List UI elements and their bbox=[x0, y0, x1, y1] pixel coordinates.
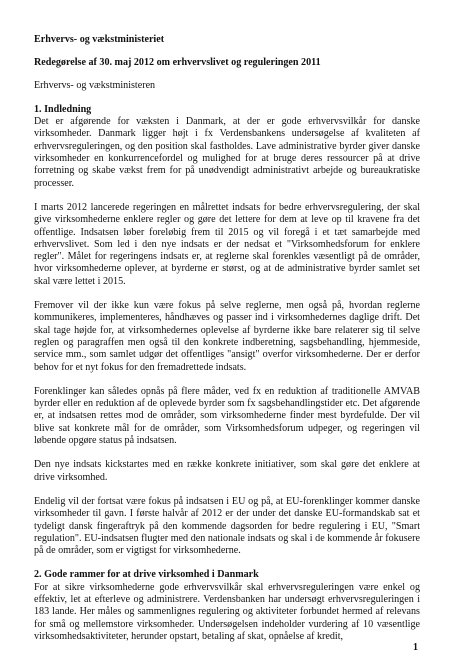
paragraph: Det er afgørende for væksten i Danmark, at der er gode erhvervsvilkår for danske virksomheder. Danmark ligger højt i fx Verdensbankens undersøgelse af kvaliteten af erhvervsreguleringen, og den position skal fastholdes. Lave administrative byrder giver danske virksomheder en konkurrencefordel og mulighed for at bruge deres ressourcer på at drive forretning og skabe vækst frem for på unødvendigt administrativt arbejde og bureaukratiske processer. bbox=[34, 116, 420, 189]
paragraph: I marts 2012 lancerede regeringen en målrettet indsats for bedre erhvervsregulering, der skal give virksomhederne enklere regler og gøre det lettere for dem at leve op til kravene fra det offentlige. Indsatsen løber foreløbig frem til 2015 og vil foregå i et tæt samarbejde med erhvervslivet. Som led i den nye indsats er der nedsat et "Virksomhedsforum for enklere regler". Målet for regeringens indsats er, at reglerne skal forenkles væsentligt på de områder, hvor virksomhederne oplever, at byrderne er størst, og at de administrative byrder samlet set skal være lettet i 2015. bbox=[34, 201, 420, 287]
section-heading-framework: 2. Gode rammer for at drive virksomhed i Danmark bbox=[34, 569, 259, 581]
page-content bbox=[34, 34, 420, 655]
paragraph: Forenklinger kan således opnås på flere måder, ved fx en reduktion af traditionelle AMVAB byrder eller en reduktion af de oplevede byrder som fx sagsbehandlingstider etc. Det afgørende er, at indsatsen rettes mod de områder, som virksomhederne finder mest byrdefulde. Der vil blive sat konkrete mål for de områder, som Virksomhedsforum udpeger, og regeringen vil løbende opgøre status på indsatsen. bbox=[34, 385, 420, 447]
document-title: Redegørelse af 30. maj 2012 om erhvervslivet og reguleringen 2011 bbox=[34, 57, 321, 69]
section-heading-introduction: 1. Indledning bbox=[34, 103, 92, 115]
paragraph: For at sikre virksomhederne gode erhvervsvilkår skal erhvervsreguleringen være enkel og effektiv, let at efterleve og administrere. Verdensbanken har undersøgt erhvervsreguleringen i 183 lande. Her måles og sammenlignes regulering og aktiviteter forbundet hermed af relevans for små og mellemstore virksomheder. Undersøgelsen indeholder vurdering af 10 væsentlige virksomhedsaktiviteter, herunder opstart, betaling af skat, opnåelse af kredit, bbox=[34, 581, 420, 642]
paragraph: Endelig vil der fortsat være fokus på indsatsen i EU og på, at EU-forenklinger kommer danske virksomheder til gavn. I første halvår af 2012 er der under det danske EU-formandskab sat et tydeligt dansk fingeraftryk på den kommende dagsorden for bedre regulering i EU, "Smart regulation". EU-indsatsen flugter med den nationale indsats og skal i de kommende år fokusere på de områder, som er vigtigst for virksomhederne. bbox=[34, 495, 420, 557]
page-number: 1 bbox=[413, 642, 418, 653]
paragraph: Fremover vil der ikke kun være fokus på selve reglerne, men også på, hvordan reglerne kommunikeres, implementeres, håndhæves og passer ind i virksomhedernes daglige drift. Det skal tage højde for, at virksomhedernes oplevelse af byrderne ikke bare relaterer sig til selve reglen og paragraffen men også til den konkrete indberetning, sagsbehandling, hjemmeside, service mm., som samlet udgør det offentliges "ansigt" overfor virksomhederne. Der er derfor behov for et nyt fokus for den fremadrettede indsats. bbox=[34, 300, 420, 373]
document-subtitle: Erhvervs- og vækstministeren bbox=[34, 79, 156, 91]
paragraph: Den nye indsats kickstartes med en række konkrete initiativer, som skal gøre det enklere at drive virksomhed. bbox=[34, 459, 420, 483]
ministry-name: Erhvervs- og vækstministeriet bbox=[34, 34, 165, 45]
